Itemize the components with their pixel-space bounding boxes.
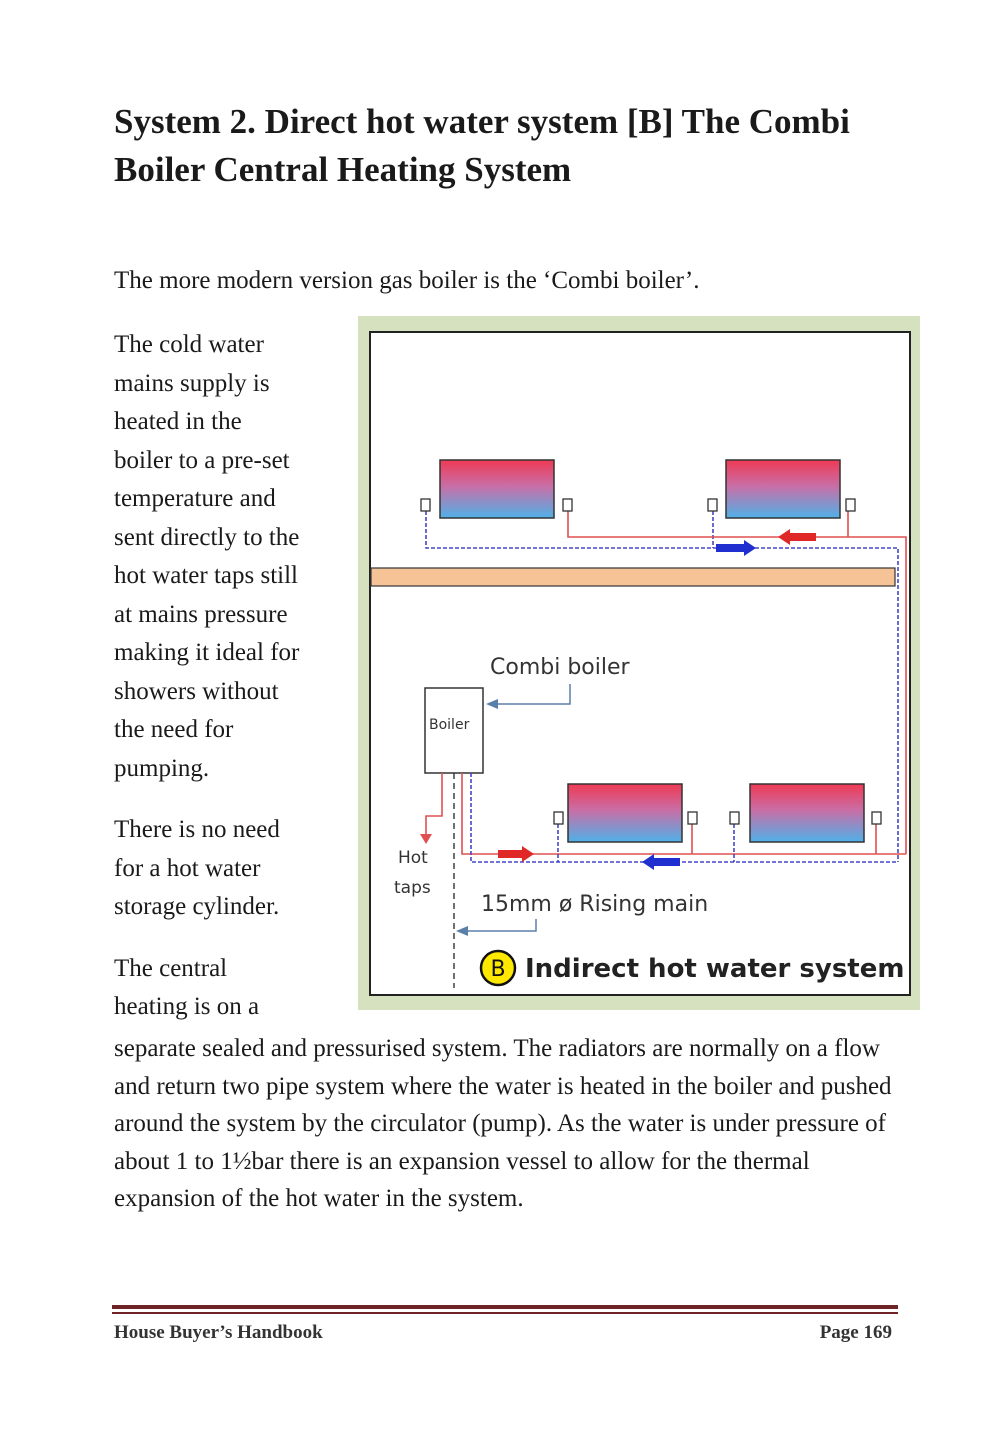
text-line: storage cylinder. (114, 893, 280, 920)
radiator-lower-right (750, 784, 864, 842)
radiator-lower-left (568, 784, 682, 842)
footer-page-number: Page 169 (819, 1322, 892, 1343)
paragraph-no-cylinder (114, 811, 349, 927)
hot-taps-label-2: taps (394, 878, 431, 898)
radiator-upper-right (726, 460, 840, 518)
text-line: sent directly to the (114, 523, 300, 551)
text-line: the need for (114, 716, 234, 743)
text-line: mains supply is (114, 369, 270, 397)
diagram-caption: Indirect hot water system (525, 954, 905, 984)
continuation-paragraph: separate sealed and pressurised system. The radiators are normally on a flow and return two pipe system where the water is heated in the boiler and pushed around the system by the circulator (pump). As the water is under pressure of about 1 to 1½bar there is an expansion vessel to allow for the thermal expansion of the hot water in the system. (114, 1035, 892, 1213)
text-line: The cold water (114, 331, 264, 358)
rising-main-label: 15mm ø Rising main (481, 892, 709, 917)
text-line: heated in the (114, 408, 242, 435)
text-line: hot water taps still (114, 562, 298, 589)
paragraph-central-heating (114, 950, 349, 1027)
text-line: showers without (114, 677, 279, 705)
diagram-svg (358, 316, 920, 1010)
text-line: There is no need (114, 816, 280, 843)
footer-rule-thick (112, 1305, 898, 1309)
text-line: at mains pressure (114, 600, 288, 628)
hot-taps-label-1: Hot (398, 848, 428, 868)
paragraph-cold-water (114, 326, 349, 788)
footer-rule-thin (112, 1312, 898, 1314)
boiler-label: Boiler (429, 717, 470, 733)
page-title: System 2. Direct hot water system [B] The Combi Boiler Central Heating System (114, 102, 850, 189)
text-line: making it ideal for (114, 639, 300, 666)
floor-slab (371, 568, 895, 586)
text-line: for a hot water (114, 854, 261, 882)
text-line: pumping. (114, 754, 210, 782)
text-line: heating is on a (114, 993, 260, 1020)
radiator-upper-left (440, 460, 554, 518)
intro-paragraph: The more modern version gas boiler is the ‘Combi boiler’. (114, 267, 700, 294)
footer-book-title: House Buyer’s Handbook (114, 1322, 323, 1343)
text-line: boiler to a pre-set (114, 446, 290, 474)
text-line: temperature and (114, 485, 276, 512)
text-line: The central (114, 954, 228, 982)
badge-letter: B (490, 957, 506, 982)
text-column (114, 326, 349, 1027)
combi-boiler-diagram (358, 316, 920, 1010)
combi-boiler-label: Combi boiler (490, 655, 630, 680)
